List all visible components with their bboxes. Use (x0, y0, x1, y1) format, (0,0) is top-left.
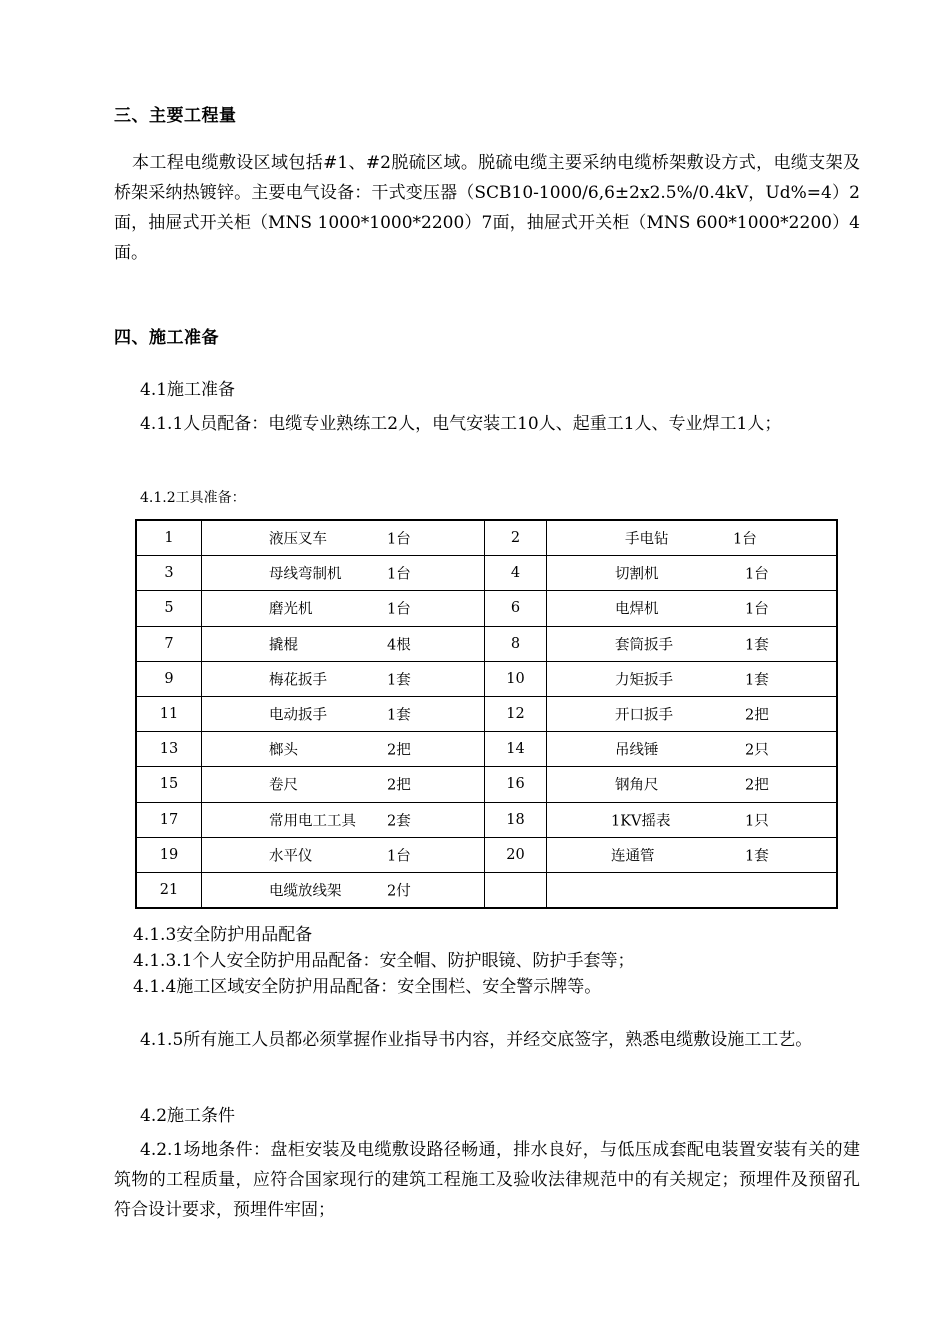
tool-number: 8 (485, 626, 547, 661)
tool-quantity: 1套 (387, 707, 411, 724)
tool-quantity: 4根 (387, 637, 411, 654)
tool-quantity: 1套 (387, 672, 411, 689)
tool-number: 2 (485, 520, 547, 556)
tool-quantity: 1台 (733, 531, 757, 548)
table-row (136, 872, 837, 908)
tool-number: 11 (136, 696, 202, 731)
tool-name: 钢角尺 (615, 777, 659, 794)
tool-number: 6 (485, 591, 547, 626)
tool-item-cell (202, 872, 485, 908)
tool-item-cell (202, 591, 485, 626)
tool-item-cell (547, 872, 838, 908)
tool-number: 16 (485, 767, 547, 802)
section-4-title: 四、施工准备 (114, 328, 219, 348)
tool-quantity: 1套 (745, 848, 769, 865)
section-4-1-1-staffing: 4.1.1人员配备：电缆专业熟练工2人，电气安装工10人、起重工1人、专业焊工1人； (140, 414, 782, 434)
tool-name: 水平仪 (269, 848, 313, 865)
table-row (136, 626, 837, 661)
tool-name: 梅花扳手 (269, 672, 327, 689)
tool-item-cell (547, 661, 838, 696)
tool-quantity: 1只 (745, 813, 769, 830)
section-4-1-3-heading: 4.1.3安全防护用品配备 (133, 925, 313, 945)
tool-quantity: 2把 (387, 777, 411, 794)
tool-number: 5 (136, 591, 202, 626)
tool-number: 19 (136, 837, 202, 872)
tool-name: 电焊机 (615, 601, 659, 618)
tool-number: 14 (485, 732, 547, 767)
tool-quantity: 2套 (387, 813, 411, 830)
tool-name: 连通管 (611, 848, 655, 865)
tool-quantity: 1套 (745, 637, 769, 654)
tool-quantity: 1台 (387, 601, 411, 618)
tool-number: 3 (136, 556, 202, 591)
tool-number: 20 (485, 837, 547, 872)
tool-name: 撬棍 (269, 637, 298, 654)
tool-item-cell (202, 661, 485, 696)
tool-number: 4 (485, 556, 547, 591)
tool-number: 1 (136, 520, 202, 556)
tool-name: 榔头 (269, 742, 298, 759)
tool-item-cell (202, 837, 485, 872)
tool-name: 套筒扳手 (615, 637, 673, 654)
tool-number: 18 (485, 802, 547, 837)
tool-name: 力矩扳手 (615, 672, 673, 689)
table-row (136, 837, 837, 872)
tool-item-cell (547, 732, 838, 767)
tool-item-cell (202, 767, 485, 802)
tool-quantity: 2只 (745, 742, 769, 759)
tool-number: 15 (136, 767, 202, 802)
tool-name: 母线弯制机 (269, 566, 342, 583)
tool-quantity: 2把 (745, 707, 769, 724)
table-row (136, 802, 837, 837)
tool-item-cell (202, 696, 485, 731)
tool-item-cell (547, 591, 838, 626)
tool-number: 12 (485, 696, 547, 731)
tool-name: 开口扳手 (615, 707, 673, 724)
tool-quantity: 1套 (745, 672, 769, 689)
tool-item-cell (202, 626, 485, 661)
table-row (136, 661, 837, 696)
tool-number (485, 872, 547, 908)
tool-item-cell (547, 626, 838, 661)
section-4-1-heading: 4.1施工准备 (140, 380, 236, 400)
tool-item-cell (547, 696, 838, 731)
tool-name: 常用电工工具 (269, 813, 356, 830)
section-4-1-3-1-text: 4.1.3.1个人安全防护用品配备：安全帽、防护眼镜、防护手套等； (133, 951, 635, 971)
tool-name: 吊线锤 (615, 742, 659, 759)
table-row (136, 556, 837, 591)
tool-number: 13 (136, 732, 202, 767)
tool-quantity: 1台 (387, 848, 411, 865)
tool-name: 1KV摇表 (611, 813, 671, 830)
tool-quantity: 1台 (745, 566, 769, 583)
table-row (136, 732, 837, 767)
tool-name: 卷尺 (269, 777, 298, 794)
tool-name: 电缆放线架 (269, 883, 342, 900)
tool-item-cell (547, 520, 838, 556)
tool-quantity: 1台 (387, 566, 411, 583)
tool-number: 7 (136, 626, 202, 661)
tool-quantity: 2付 (387, 883, 411, 900)
tool-item-cell (547, 556, 838, 591)
tool-name: 液压叉车 (269, 531, 327, 548)
tool-item-cell (202, 802, 485, 837)
section-4-1-4-text: 4.1.4施工区域安全防护用品配备：安全围栏、安全警示牌等。 (133, 977, 602, 997)
tool-name: 电动扳手 (269, 707, 327, 724)
tool-number: 21 (136, 872, 202, 908)
tools-table (135, 519, 838, 909)
section-4-2-heading: 4.2施工条件 (140, 1106, 236, 1126)
tool-quantity: 2把 (745, 777, 769, 794)
section-3-body: 本工程电缆敷设区域包括#1、#2脱硫区域。脱硫电缆主要采纳电缆桥架敷设方式，电缆支架及桥架采纳热镀锌。主要电气设备：干式变压器（SCB10-1000/6,6±2x2.5%/0.4kV，Ud%=4）2面，抽屉式开关柜（MNS 1000*1000*2200）7面，抽屉式开关柜（MNS 600*1000*2200）4面。 (114, 153, 860, 263)
table-row (136, 696, 837, 731)
tool-item-cell (547, 802, 838, 837)
tool-number: 17 (136, 802, 202, 837)
tool-quantity: 1台 (745, 601, 769, 618)
tool-number: 9 (136, 661, 202, 696)
tool-number: 10 (485, 661, 547, 696)
tool-quantity: 1台 (387, 531, 411, 548)
tool-name: 手电钻 (625, 531, 669, 548)
tool-item-cell (547, 837, 838, 872)
tool-item-cell (202, 732, 485, 767)
section-4-1-5-text: 4.1.5所有施工人员都必须掌握作业指导书内容，并经交底签字，熟悉电缆敷设施工工艺。 (140, 1030, 813, 1050)
tool-item-cell (202, 556, 485, 591)
tool-name: 磨光机 (269, 601, 313, 618)
table-row (136, 767, 837, 802)
section-3-title: 三、主要工程量 (114, 106, 237, 126)
section-4-2-1-text: 4.2.1场地条件：盘柜安装及电缆敷设路径畅通，排水良好，与低压成套配电装置安装有关的建筑物的工程质量，应符合国家现行的建筑工程施工及验收法律规范中的有关规定；预埋件及预留孔符合设计要求，预埋件牢固； (114, 1140, 860, 1220)
tool-item-cell (202, 520, 485, 556)
table-row (136, 591, 837, 626)
tool-item-cell (547, 767, 838, 802)
table-row (136, 520, 837, 556)
tool-name: 切割机 (615, 566, 659, 583)
section-4-1-2-tools-heading: 4.1.2工具准备： (140, 490, 246, 506)
tool-quantity: 2把 (387, 742, 411, 759)
